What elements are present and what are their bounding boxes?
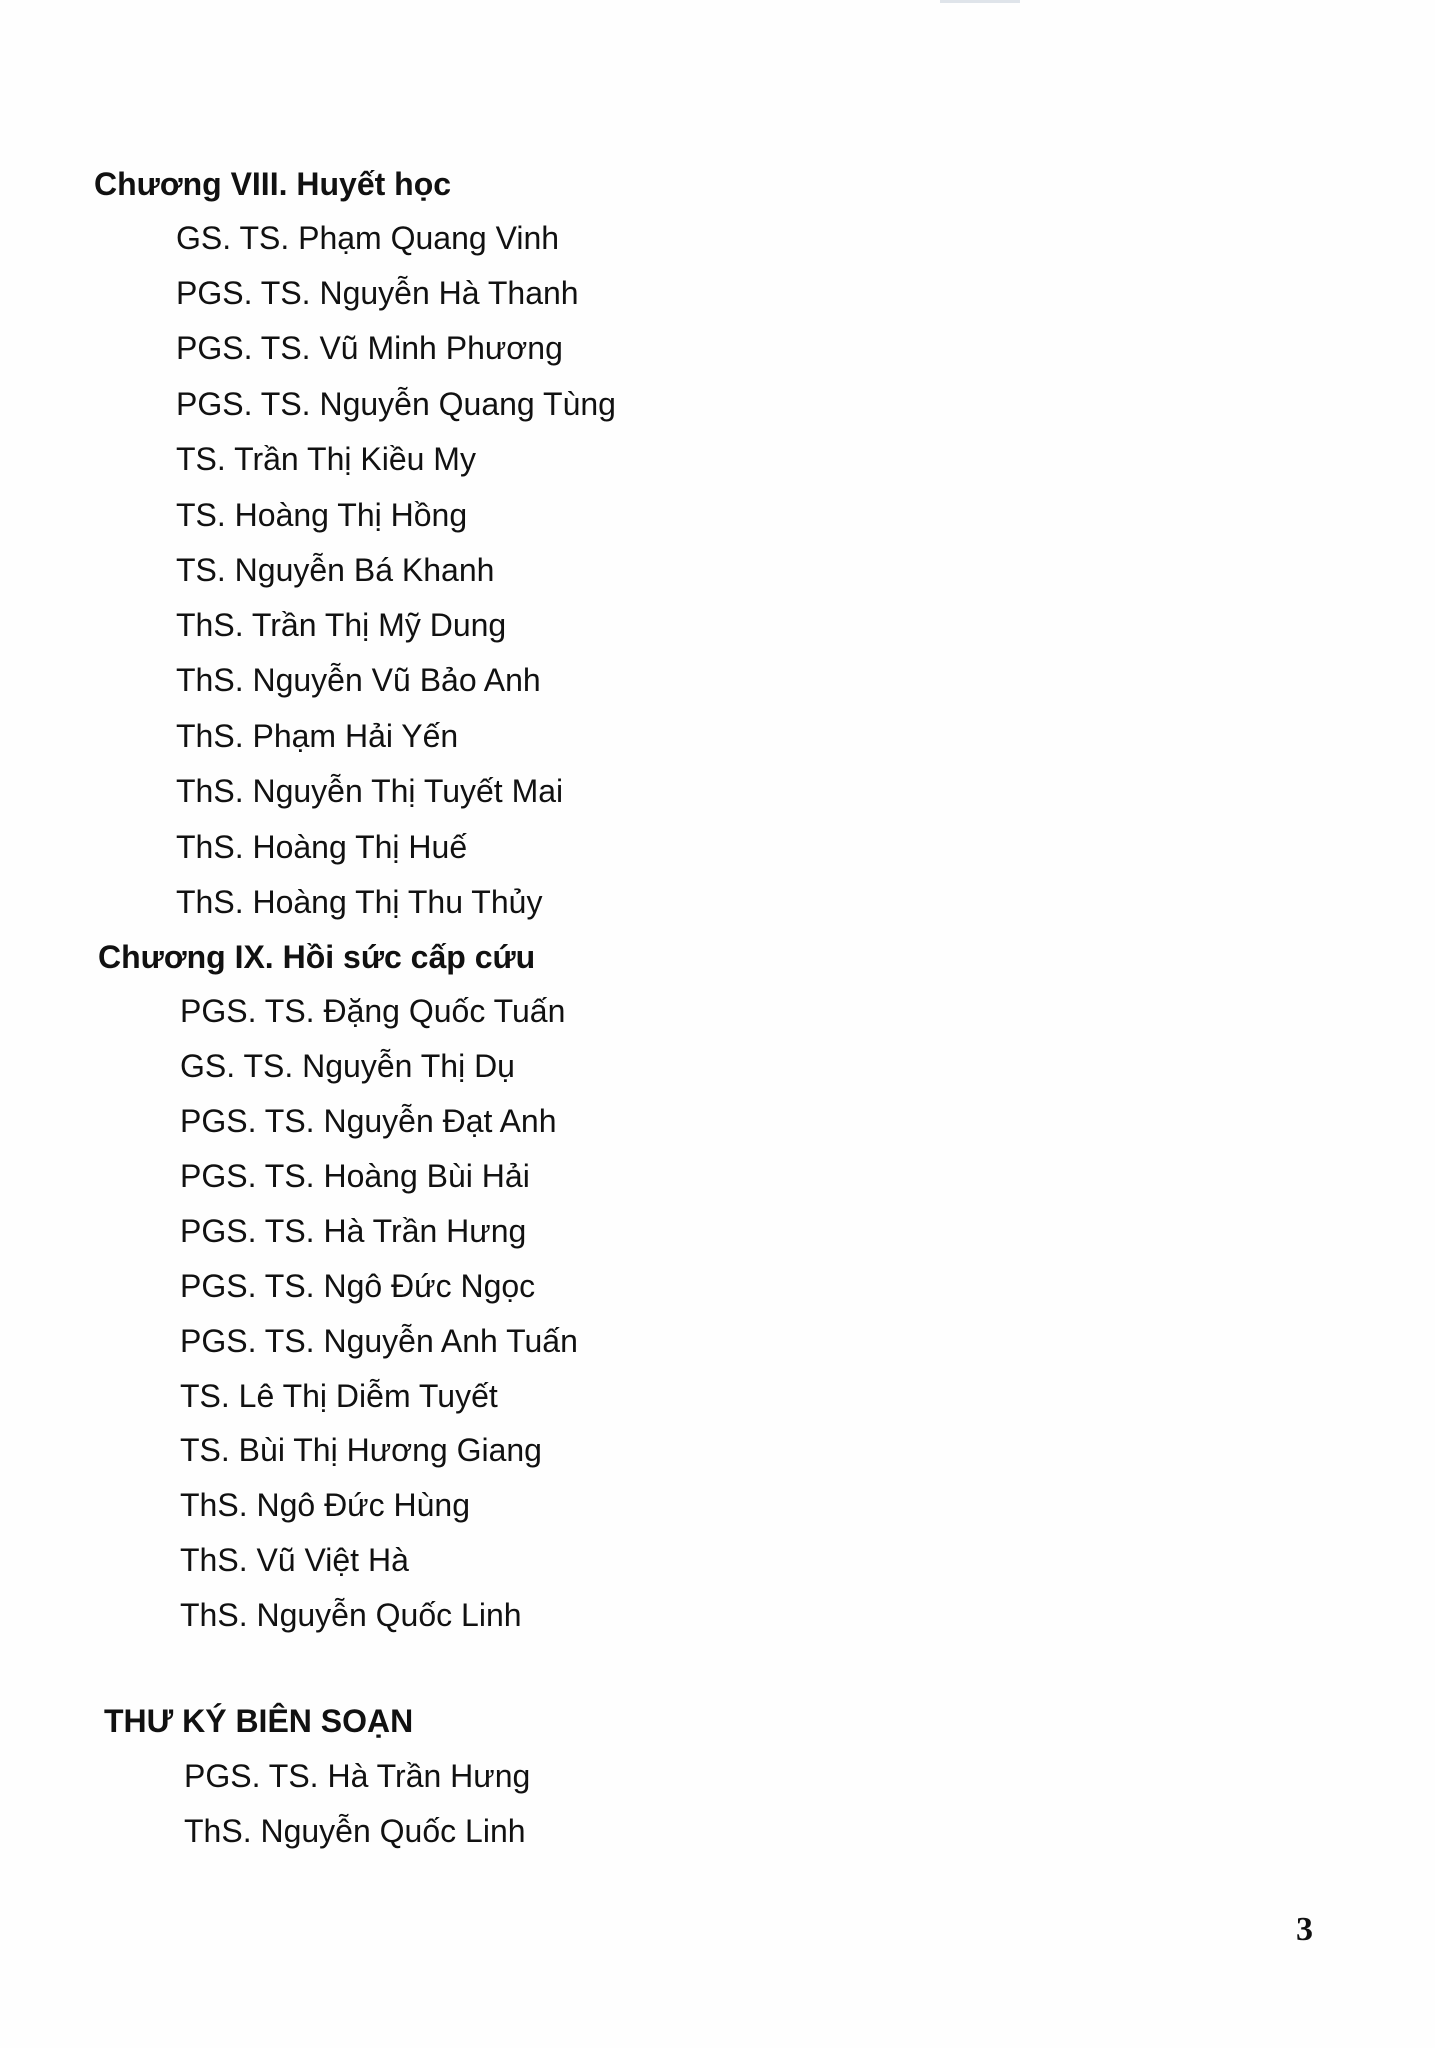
chapter-viii-member: ThS. Nguyễn Vũ Bảo Anh — [176, 662, 541, 698]
chapter-viii-member: ThS. Hoàng Thị Huế — [176, 829, 468, 865]
scan-edge-mark — [940, 0, 1020, 3]
chapter-viii-heading: Chương VIII. Huyết học — [94, 166, 452, 202]
chapter-ix-member: ThS. Ngô Đức Hùng — [180, 1487, 470, 1523]
chapter-ix-member: PGS. TS. Nguyễn Anh Tuấn — [180, 1323, 578, 1359]
chapter-ix-heading: Chương IX. Hồi sức cấp cứu — [98, 939, 536, 975]
chapter-ix-member: ThS. Nguyễn Quốc Linh — [180, 1597, 522, 1633]
chapter-ix-member: PGS. TS. Nguyễn Đạt Anh — [180, 1103, 557, 1139]
chapter-viii-member: PGS. TS. Vũ Minh Phương — [176, 330, 563, 366]
secretaries-heading: THƯ KÝ BIÊN SOẠN — [104, 1703, 414, 1739]
chapter-viii-member: GS. TS. Phạm Quang Vinh — [176, 220, 560, 256]
chapter-ix-member: PGS. TS. Hoàng Bùi Hải — [180, 1158, 530, 1194]
secretary-member: PGS. TS. Hà Trần Hưng — [184, 1758, 531, 1794]
chapter-ix-member: TS. Bùi Thị Hương Giang — [180, 1432, 542, 1468]
chapter-viii-member: ThS. Trần Thị Mỹ Dung — [176, 607, 507, 643]
chapter-ix-member: PGS. TS. Đặng Quốc Tuấn — [180, 993, 566, 1029]
chapter-viii-member: TS. Hoàng Thị Hồng — [176, 497, 468, 533]
chapter-viii-member: ThS. Nguyễn Thị Tuyết Mai — [176, 773, 564, 809]
chapter-ix-member: ThS. Vũ Việt Hà — [180, 1542, 409, 1578]
chapter-ix-member: TS. Lê Thị Diễm Tuyết — [180, 1378, 498, 1414]
secretary-member: ThS. Nguyễn Quốc Linh — [184, 1813, 526, 1849]
chapter-viii-member: PGS. TS. Nguyễn Hà Thanh — [176, 275, 579, 311]
chapter-viii-member: TS. Nguyễn Bá Khanh — [176, 552, 495, 588]
chapter-ix-member: PGS. TS. Ngô Đức Ngọc — [180, 1268, 536, 1304]
chapter-viii-member: TS. Trần Thị Kiều My — [176, 441, 476, 477]
chapter-ix-member: PGS. TS. Hà Trần Hưng — [180, 1213, 527, 1249]
chapter-viii-member: PGS. TS. Nguyễn Quang Tùng — [176, 386, 616, 422]
chapter-viii-member: ThS. Hoàng Thị Thu Thủy — [176, 884, 543, 920]
page-number: 3 — [1296, 1911, 1313, 1948]
chapter-viii-member: ThS. Phạm Hải Yến — [176, 718, 459, 754]
chapter-ix-member: GS. TS. Nguyễn Thị Dụ — [180, 1048, 515, 1084]
